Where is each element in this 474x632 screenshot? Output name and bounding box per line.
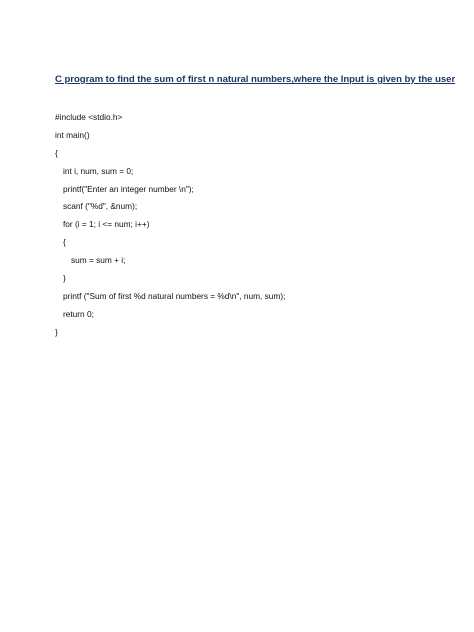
code-line-loop-open-brace: { <box>63 237 66 248</box>
code-line-printf-result: printf ("Sum of first %d natural numbers = %d\n", num, sum); <box>63 290 286 301</box>
code-line-for-loop: for (i = 1; i <= num; i++) <box>63 219 150 230</box>
code-line-open-brace: { <box>55 147 58 158</box>
code-line-include: #include <stdio.h> <box>55 112 123 122</box>
code-line-printf-prompt: printf("Enter an integer number \n"); <box>63 183 194 194</box>
code-line-scanf: scanf ("%d", &num); <box>63 201 138 212</box>
code-block <box>55 109 285 342</box>
code-line-close-brace: } <box>55 326 58 337</box>
code-line-sum-update: sum = sum + i; <box>71 255 126 266</box>
code-line-loop-close-brace: } <box>63 273 66 284</box>
code-line-return: return 0; <box>63 308 94 319</box>
document-title: C program to find the sum of first n natural numbers,where the Input is given by the user <box>55 74 456 85</box>
code-line-declarations: int i, num, sum = 0; <box>63 165 134 176</box>
code-line-main-signature: int main() <box>55 129 90 140</box>
